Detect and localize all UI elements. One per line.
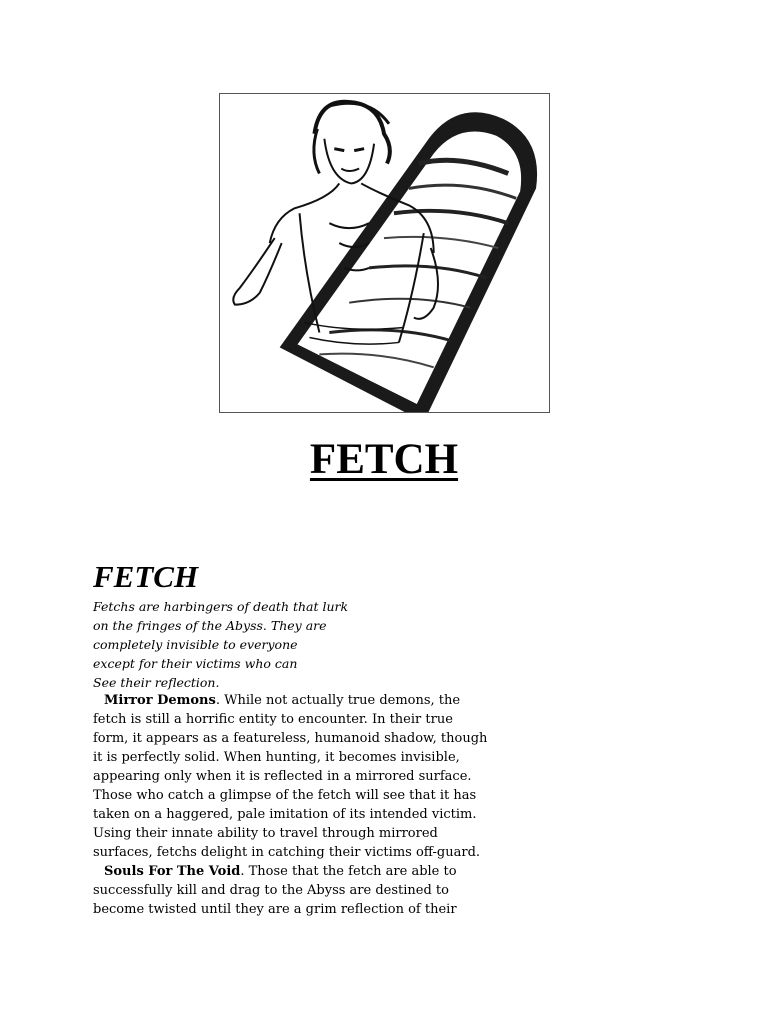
paragraph-line: it is perfectly solid. When hunting, it becomes invisible, [93,750,460,765]
intro-line: Fetchs are harbingers of death that lurk [93,599,349,614]
paragraph-line: taken on a haggered, pale imitation of its intended victim. [93,807,477,822]
paragraph-line: Those who catch a glimpse of the fetch will see that it has [93,788,477,803]
intro-line: See their reflection. [93,675,220,690]
paragraph-line: appearing only when it is reflected in a mirrored surface. [93,769,472,784]
paragraph-line: fetch is still a horrific entity to encounter. In their true [93,712,453,727]
intro-line: except for their victims who can [93,656,298,671]
paragraph-line: Using their innate ability to travel through mirrored [93,826,438,841]
fetch-illustration [219,93,550,413]
intro-text [93,597,348,692]
body-text [93,691,513,919]
paragraph-lead: Mirror Demons [104,693,216,708]
paragraph-first-line [93,691,513,710]
paragraph-first-line [93,862,513,881]
paragraph-line: surfaces, fetchs delight in catching their victims off-guard. [93,845,481,860]
page-title-text: FETCH [309,436,459,483]
mirror-frame [280,112,537,412]
paragraph-line: successfully kill and drag to the Abyss are destined to [93,883,449,898]
intro-line: completely invisible to everyone [93,637,298,652]
paragraph-line: become twisted until they are a grim reflection of their [93,902,457,917]
page-title [0,434,768,486]
intro-line: on the fringes of the Abyss. They are [93,618,327,633]
paragraph-lead: Souls For The Void [104,864,241,879]
section-heading: FETCH [93,559,199,594]
fetch-mirror-drawing [220,94,549,412]
paragraph-text: . Those that the fetch are able to [240,864,457,879]
paragraph-line: form, it appears as a featureless, humanoid shadow, though [93,731,488,746]
paragraph-text: . While not actually true demons, the [215,693,461,708]
